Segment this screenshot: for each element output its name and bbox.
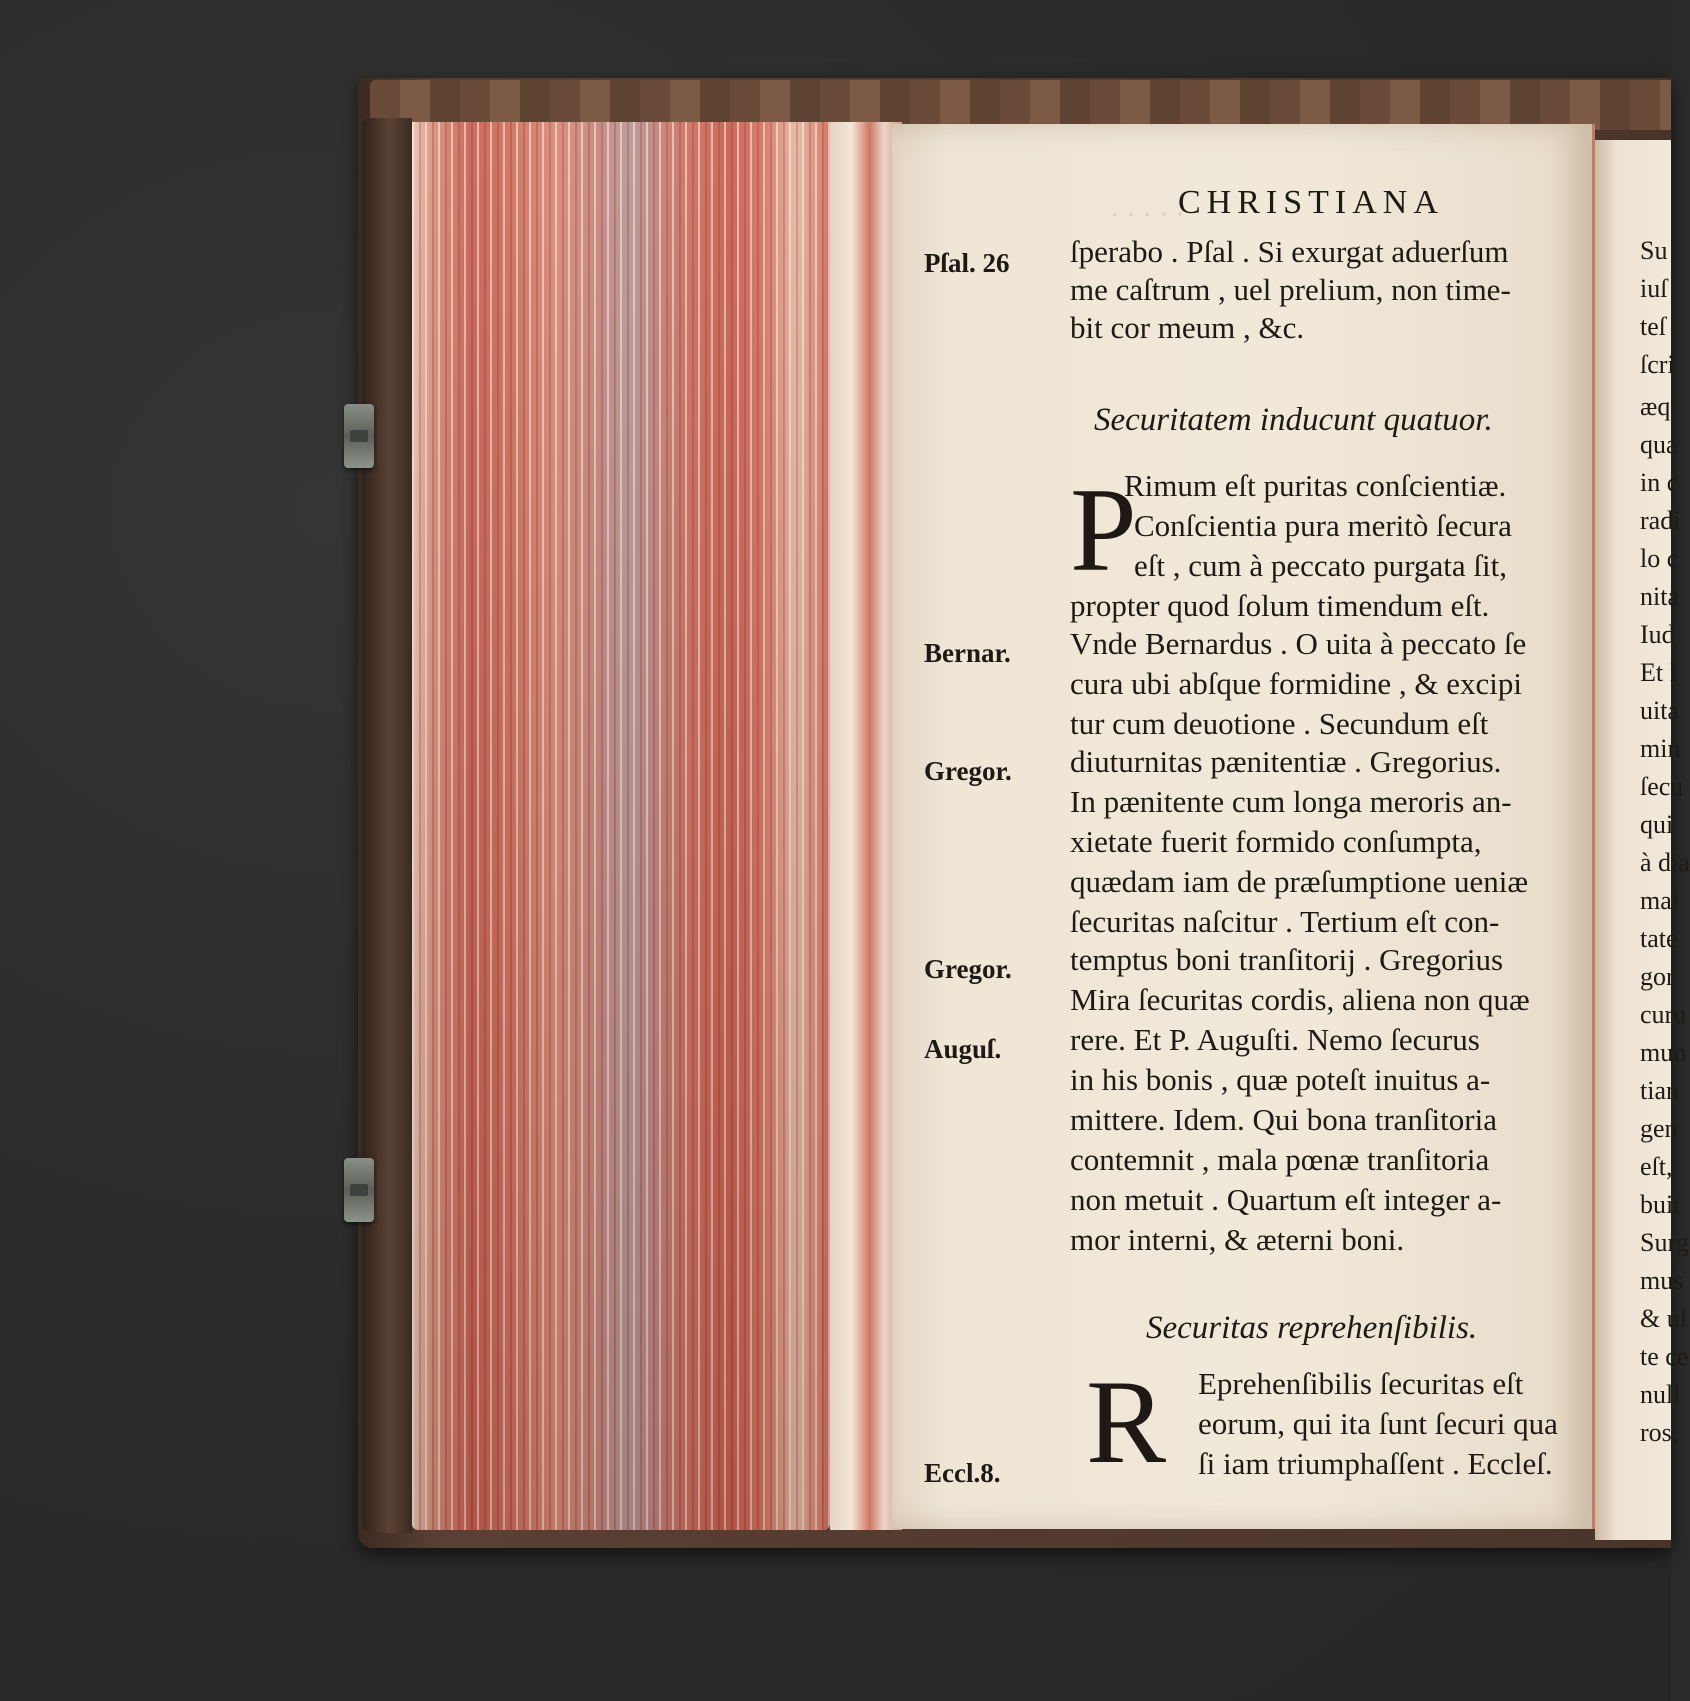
facing-page-fragment: qua	[1640, 430, 1678, 459]
facing-page-fragment: nita	[1640, 582, 1679, 611]
text-line: diuturnitas pænitentiæ . Gregorius.	[1070, 744, 1502, 779]
text-line: me caſtrum , uel prelium, non time-	[1070, 272, 1511, 307]
book-board-edge	[362, 118, 412, 1533]
text-line: temptus boni tranſitorij . Gregorius	[1070, 942, 1504, 977]
show-through-text: · · · · ·	[1110, 200, 1185, 231]
facing-page-fragment: tian	[1640, 1076, 1679, 1105]
text-line: tur cum deuotione . Secundum eſt	[1070, 706, 1489, 741]
facing-page-fragment: teſ	[1640, 312, 1666, 341]
section-heading: Securitas reprehenſibilis.	[1146, 1310, 1478, 1346]
facing-page-fragment: Et I	[1640, 658, 1679, 687]
margin-note-eccl: Eccl.8.	[924, 1458, 1001, 1488]
drop-cap: R	[1086, 1355, 1167, 1488]
facing-page-fragment: eſt,	[1640, 1152, 1673, 1181]
facing-page-fragment: qui	[1640, 810, 1674, 839]
facing-page-fragment: gen	[1640, 1114, 1678, 1143]
text-line: Mira ſecuritas cordis, aliena non quæ	[1070, 982, 1530, 1017]
facing-page-fragment: buit	[1640, 1190, 1681, 1219]
facing-page-fragment: ſecu	[1640, 772, 1684, 801]
margin-note-august: Auguſ.	[924, 1034, 1002, 1064]
facing-page-fragment: iuſ	[1640, 274, 1668, 303]
text-line: In pænitente cum longa meroris an-	[1070, 784, 1512, 819]
facing-page-fragment: tate	[1640, 924, 1678, 953]
text-line: xietate fuerit formido conſumpta,	[1070, 824, 1482, 859]
facing-page-fragment: radi	[1640, 506, 1681, 535]
facing-page-fragment: Iud	[1640, 620, 1675, 649]
text-line: non metuit . Quartum eſt integer a-	[1070, 1182, 1502, 1217]
text-line: contemnit , mala pœnæ tranſitoria	[1070, 1142, 1490, 1177]
margin-note-psal: Pſal. 26	[924, 248, 1010, 278]
text-line: bit cor meum , &c.	[1070, 310, 1305, 345]
text-line: Rimum eſt puritas conſcientiæ.	[1124, 468, 1507, 503]
text-line: rere. Et P. Auguſti. Nemo ſecurus	[1070, 1022, 1480, 1057]
drop-cap: P	[1070, 463, 1137, 596]
facing-page-fragment: mal	[1640, 886, 1679, 915]
facing-page-fragment: & ul	[1640, 1304, 1687, 1333]
facing-page-fragment: ros,	[1640, 1418, 1679, 1447]
facing-page-fragment: mus	[1640, 1266, 1684, 1295]
running-head: CHRISTIANA	[1178, 184, 1444, 221]
text-line: mittere. Idem. Qui bona tranſitoria	[1070, 1102, 1497, 1137]
text-line: Eprehenſibilis ſecuritas eſt	[1198, 1366, 1524, 1401]
clasp-upper	[344, 404, 374, 468]
facing-page-fragment: gor	[1640, 962, 1675, 991]
text-line: eorum, qui ita ſunt ſecuri qua	[1198, 1406, 1558, 1441]
margin-note-gregor: Gregor.	[924, 756, 1012, 786]
facing-page-fragment: ſcri	[1640, 350, 1675, 379]
text-line: propter quod ſolum timendum eſt.	[1070, 588, 1490, 623]
text-line: eſt , cum à peccato purgata ſit,	[1134, 548, 1507, 583]
text-line: Vnde Bernardus . O uita à peccato ſe	[1070, 626, 1527, 661]
facing-page-fragment: null	[1640, 1380, 1681, 1409]
margin-note-gregor: Gregor.	[924, 954, 1012, 984]
text-line: quædam iam de præſumptione ueniæ	[1070, 864, 1529, 899]
facing-page-fragment: min	[1640, 734, 1681, 763]
facing-page-fragment: Su	[1640, 236, 1668, 265]
section-heading: Securitatem inducunt quatuor.	[1094, 402, 1493, 438]
text-line: Conſcientia pura meritò ſecura	[1134, 508, 1512, 543]
facing-page-fragment: in c	[1640, 468, 1679, 497]
facing-page-fragment: Surg	[1640, 1228, 1689, 1257]
facing-page-fragment: te ce	[1640, 1342, 1689, 1371]
text-line: in his bonis , quæ poteſt inuitus a-	[1070, 1062, 1491, 1097]
margin-note-bernar: Bernar.	[924, 638, 1011, 668]
facing-page-fragment: æq	[1640, 392, 1671, 421]
text-line: cura ubi abſque formidine , & excipi	[1070, 666, 1522, 701]
facing-page-fragment: mun	[1640, 1038, 1687, 1067]
facing-page-fragment: uita	[1640, 696, 1679, 725]
clasp-lower	[344, 1158, 374, 1222]
text-line: ſecuritas naſcitur . Tertium eſt con-	[1070, 904, 1500, 939]
facing-page-fragment: à dia	[1640, 848, 1690, 877]
text-line: mor interni, & æterni boni.	[1070, 1222, 1405, 1257]
facing-page-fragment: curu	[1640, 1000, 1687, 1029]
facing-page-fragment: lo c	[1640, 544, 1679, 573]
text-line: ſi iam triumphaſſent . Eccleſ.	[1198, 1446, 1553, 1481]
text-line: ſperabo . Pſal . Si exurgat aduerſum	[1070, 234, 1509, 269]
red-page-edges	[412, 122, 830, 1530]
